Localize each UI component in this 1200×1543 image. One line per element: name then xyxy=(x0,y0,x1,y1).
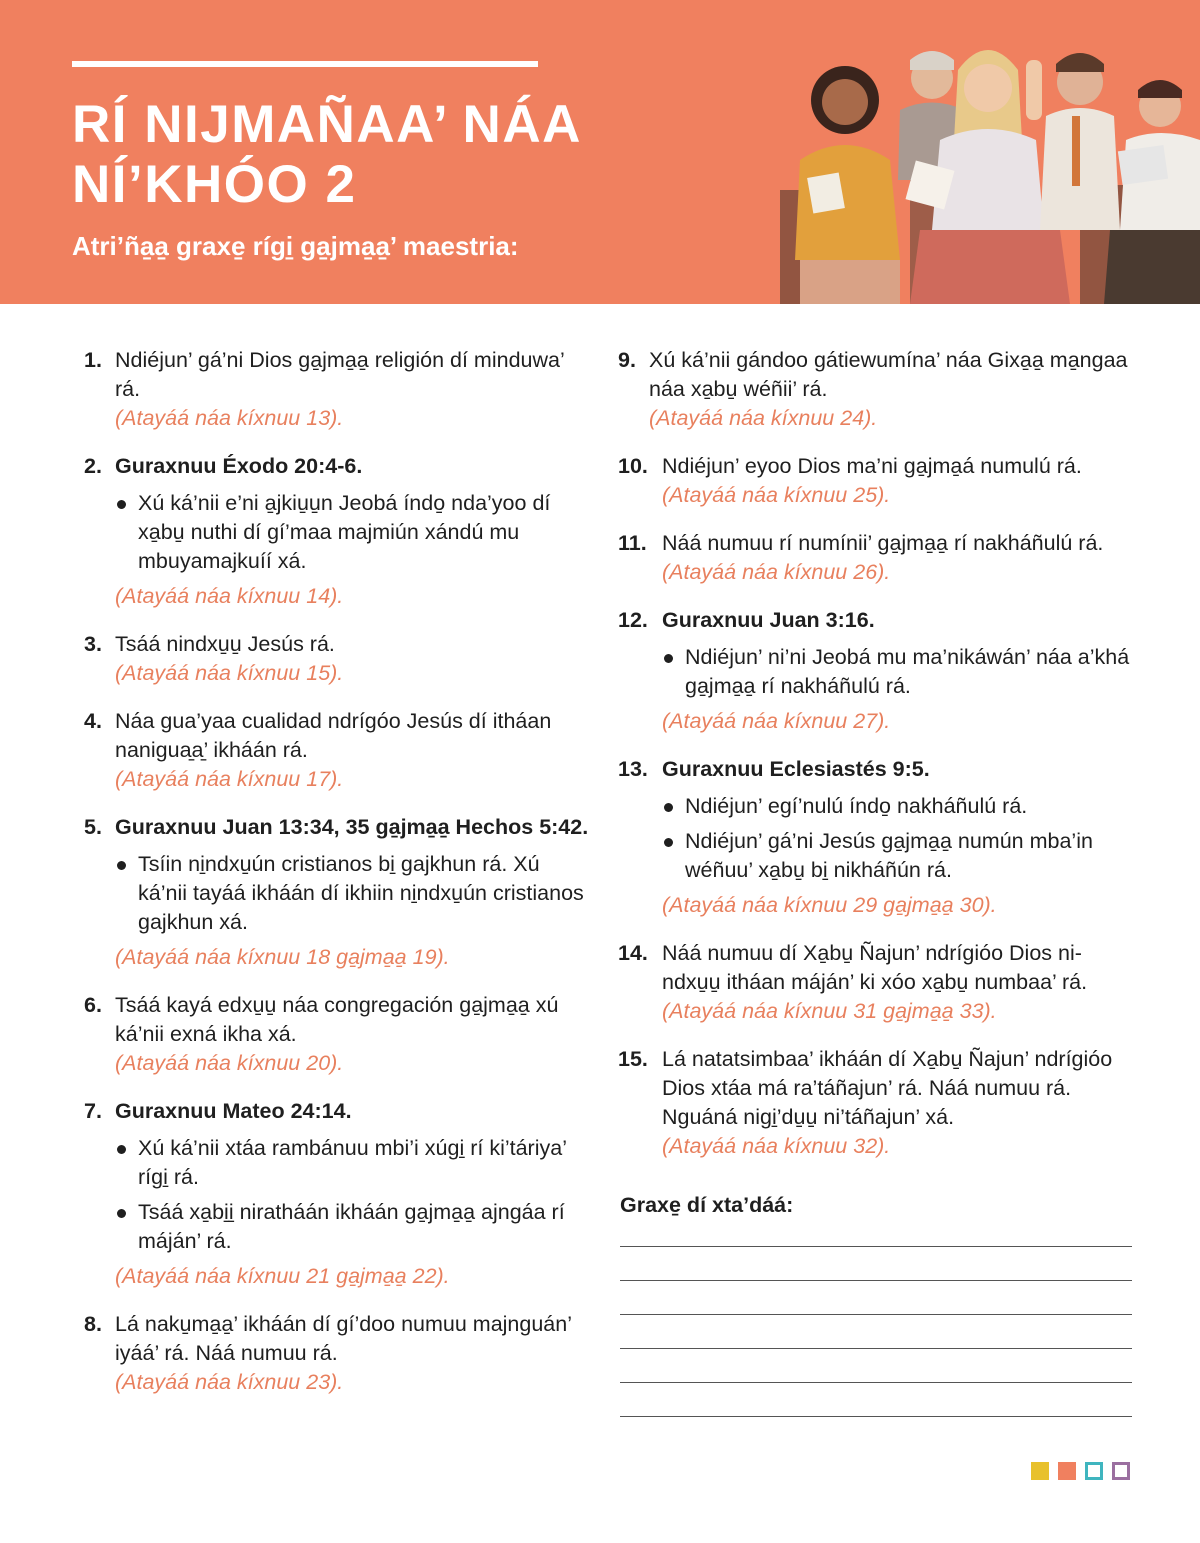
question-reference: (Atayáá náa kíxnuu 27). xyxy=(662,709,891,733)
bullet-item: Tsíin ni̱ndxu̱ún cristianos bi̱ gajkhun rá. Xú ká’nii tayáá ikháán dí ikhiin ni̱ndxu̱ún cristianos gajkhun xá. xyxy=(115,850,594,937)
question-reference: (Atayáá náa kíxnuu 31 ga̱jma̱a̱ 33). xyxy=(662,999,997,1023)
question-text: Lá natatsimbaa’ ikháán dí Xa̱bu̱ Ñajun’ ndrígióo Dios xtáa má ra’táñajun’ rá. Náá numuu rá. Nguáná nigi̱’du̱u̱ ni’táñajun’ xá. xyxy=(662,1047,1113,1129)
question-item xyxy=(618,346,1138,433)
note-line[interactable] xyxy=(620,1314,1132,1315)
question-item xyxy=(618,529,1138,587)
bullet-item: Ndiéjun’ egí’nulú índo̱ nakháñulú rá. xyxy=(662,792,1138,821)
question-reference: (Atayáá náa kíxnuu 13). xyxy=(115,406,344,430)
question-number: 10. xyxy=(618,454,648,478)
question-item xyxy=(84,630,594,688)
question-reference: (Atayáá náa kíxnuu 14). xyxy=(115,584,344,608)
question-number: 9. xyxy=(618,348,636,372)
question-reference: (Atayáá náa kíxnuu 17). xyxy=(115,767,344,791)
question-reference: (Atayáá náa kíxnuu 18 ga̱jma̱a̱ 19). xyxy=(115,945,450,969)
question-number: 11. xyxy=(618,531,647,555)
question-reference: (Atayáá náa kíxnuu 15). xyxy=(115,661,344,685)
title-line-2: NÍ’KHÓO 2 xyxy=(72,155,357,214)
questions-right-column xyxy=(618,346,1138,1180)
yellow-square-icon xyxy=(1031,1462,1049,1480)
question-item xyxy=(84,1097,594,1291)
question-text: Guraxnuu Eclesiastés 9:5. xyxy=(662,757,930,781)
question-text: Guraxnuu Mateo 24:14. xyxy=(115,1099,352,1123)
question-item xyxy=(84,1310,594,1397)
question-number: 12. xyxy=(618,608,648,632)
bullet-list xyxy=(115,489,594,576)
question-number: 15. xyxy=(618,1047,648,1071)
people-illustration xyxy=(760,30,1200,304)
orange-square-icon xyxy=(1058,1462,1076,1480)
question-text: Tsáá kayá edxu̱u̱ náa congregación ga̱jma̱a̱ xú ká’nii exná ikha xá. xyxy=(115,993,559,1046)
bullet-item: Ndiéjun’ ni’ni Jeobá mu ma’nikáwán’ náa a’khá ga̱jma̱a̱ rí nakháñulú rá. xyxy=(662,643,1138,701)
bullet-list xyxy=(662,643,1138,701)
question-number: 3. xyxy=(84,632,102,656)
question-item xyxy=(84,346,594,433)
purple-square-outline-icon xyxy=(1112,1462,1130,1480)
note-line[interactable] xyxy=(620,1280,1132,1281)
question-number: 8. xyxy=(84,1312,102,1336)
question-reference: (Atayáá náa kíxnuu 25). xyxy=(662,483,891,507)
bullet-item: Xú ká’nii xtáa rambánuu mbi’i xúgi̱ rí ki’táriya’ rígi̱ rá. xyxy=(115,1134,594,1192)
question-text: Náa gua’yaa cualidad ndrígóo Jesús dí itháan naniguа̱а̱’ ikháán rá. xyxy=(115,709,552,762)
question-item xyxy=(84,991,594,1078)
question-item xyxy=(618,1045,1138,1161)
question-item xyxy=(84,452,594,611)
page-title xyxy=(72,95,632,215)
question-item xyxy=(84,707,594,794)
question-number: 13. xyxy=(618,757,648,781)
question-text: Guraxnuu Juan 3:16. xyxy=(662,608,875,632)
bullet-item: Xú ká’nii e’ni a̱jkiu̱u̱n Jeobá índo̱ nda’yoo dí xa̱bu̱ nuthi dí gí’maa majmiún xándú mu mbuyamajkuíí xá. xyxy=(115,489,594,576)
question-text: Guraxnuu Juan 13:34, 35 ga̱jma̱a̱ Hechos 5:42. xyxy=(115,815,589,839)
bullet-list xyxy=(115,1134,594,1256)
question-text: Ndiéjun’ eyoo Dios ma’ni ga̱jma̱á numulú rá. xyxy=(662,454,1082,478)
note-line[interactable] xyxy=(620,1416,1132,1417)
question-reference: (Atayáá náa kíxnuu 32). xyxy=(662,1134,891,1158)
note-line[interactable] xyxy=(620,1348,1132,1349)
title-line-1: RÍ NIJMAÑAA’ NÁA xyxy=(72,95,582,154)
note-line[interactable] xyxy=(620,1246,1132,1247)
question-text: Náá numuu rí numínii’ ga̱jma̱a̱ rí nakháñulú rá. xyxy=(662,531,1104,555)
question-number: 5. xyxy=(84,815,102,839)
question-reference: (Atayáá náa kíxnuu 29 ga̱jma̱a̱ 30). xyxy=(662,893,997,917)
question-reference: (Atayáá náa kíxnuu 23). xyxy=(115,1370,344,1394)
question-text: Lá naku̱ma̱a̱’ ikháán dí gí’doo numuu majnguán’ iyáá’ rá. Náá numuu rá. xyxy=(115,1312,572,1365)
question-text: Náá numuu dí Xa̱bu̱ Ñajun’ ndrígióo Dios ni-ndxu̱u̱ itháan máján’ ki xóo xa̱bu̱ numbaa’ rá. xyxy=(662,941,1088,994)
question-text: Tsáá nindxu̱u̱ Jesús rá. xyxy=(115,632,335,656)
question-text: Xú ká’nii gándoo gátiewumína’ náa Gixa̱a̱ ma̱ngaa náa xa̱bu̱ wéñii’ rá. xyxy=(649,348,1128,401)
question-reference: (Atayáá náa kíxnuu 20). xyxy=(115,1051,344,1075)
question-reference: (Atayáá náa kíxnuu 24). xyxy=(649,406,878,430)
teal-square-outline-icon xyxy=(1085,1462,1103,1480)
page-subtitle: Atri’ña̱a̱ graxe̱ rígi̱ ga̱jma̱a̱’ maestria: xyxy=(72,231,519,261)
question-number: 6. xyxy=(84,993,102,1017)
questions-left-column xyxy=(84,346,594,1416)
question-number: 1. xyxy=(84,348,102,372)
question-item xyxy=(618,606,1138,736)
bullet-list xyxy=(662,792,1138,885)
header-banner xyxy=(0,0,1200,304)
note-line[interactable] xyxy=(620,1382,1132,1383)
question-number: 2. xyxy=(84,454,102,478)
question-text: Ndiéjun’ gá’ni Dios ga̱jma̱a̱ religión dí minduwa’ rá. xyxy=(115,348,564,401)
bullet-item: Tsáá xa̱bi̱i̱ niratháán ikháán ga̱jma̱a̱ ajngáa rí máján’ rá. xyxy=(115,1198,594,1256)
question-item xyxy=(618,452,1138,510)
question-reference: (Atayáá náa kíxnuu 21 ga̱jma̱a̱ 22). xyxy=(115,1264,450,1288)
question-item xyxy=(84,813,594,972)
question-number: 7. xyxy=(84,1099,102,1123)
question-number: 14. xyxy=(618,941,648,965)
bullet-item: Ndiéjun’ gá’ni Jesús ga̱jma̱a̱ numún mba’in wéñuu’ xa̱bu̱ bi̱ nikháñún rá. xyxy=(662,827,1138,885)
question-reference: (Atayáá náa kíxnuu 26). xyxy=(662,560,891,584)
question-item xyxy=(618,939,1138,1026)
question-item xyxy=(618,755,1138,920)
bullet-list xyxy=(115,850,594,937)
header-rule xyxy=(72,61,538,67)
question-number: 4. xyxy=(84,709,102,733)
notes-label: Graxe̱ dí xta’dáá: xyxy=(620,1193,794,1217)
question-text: Guraxnuu Éxodo 20:4-6. xyxy=(115,454,363,478)
